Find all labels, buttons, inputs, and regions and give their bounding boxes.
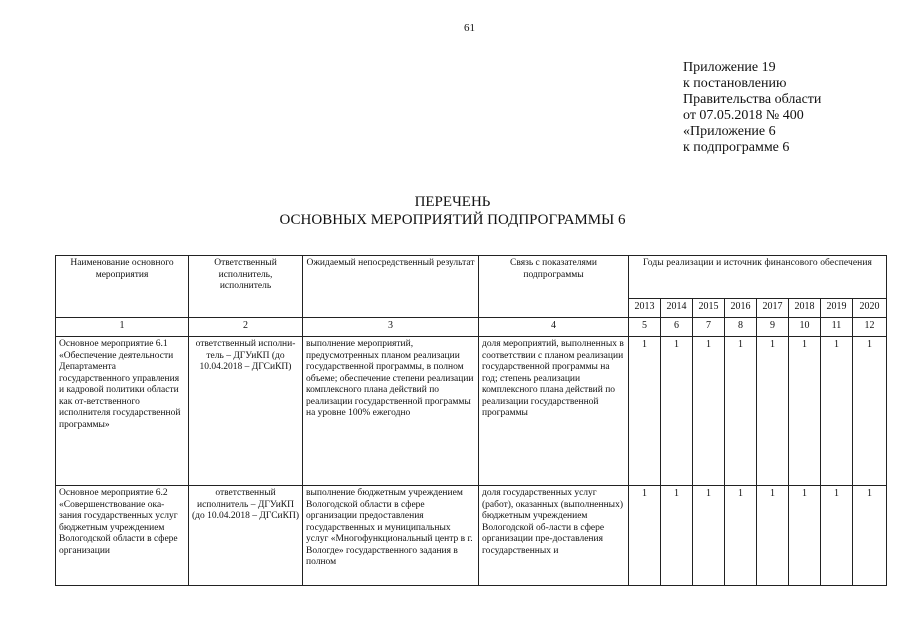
column-number: 12 [853,318,887,337]
header-measure-name: Наименование основного мероприятия [56,256,189,318]
year-header: 2017 [757,299,789,318]
document-title [0,193,905,229]
page-number: 61 [464,22,475,34]
column-number: 3 [303,318,479,337]
title-line-1: ПЕРЕЧЕНЬ [414,194,491,210]
appendix-line: к постановлению [683,76,787,91]
measure-name-cell: Основное мероприятие 6.2 «Совершенствование ока-зания государственных услуг бюджетным учреждением Вологодской области в сфере организации [56,486,189,586]
year-header: 2016 [725,299,757,318]
measure-name-cell: Основное мероприятие 6.1 «Обеспечение деятельности Департамента государственного управления и кадровой политики области как от-ветственного исполнителя государственной программы» [56,337,189,486]
column-number: 5 [629,318,661,337]
column-number: 9 [757,318,789,337]
appendix-line: Правительства области [683,92,822,107]
indicators-cell: доля государственных услуг (работ), оказанных (выполненных) бюджетным учреждением Вологодской об-ласти в сфере организации пре-доставления государственных и [479,486,629,586]
column-number: 10 [789,318,821,337]
executor-cell: ответственный исполнитель – ДГУиКП (до 10.04.2018 – ДГСиКП) [189,486,303,586]
year-value-cell: 1 [661,337,693,486]
column-number: 4 [479,318,629,337]
column-number: 7 [693,318,725,337]
year-header: 2015 [693,299,725,318]
table-row [56,337,887,486]
year-value-cell: 1 [661,486,693,586]
appendix-line: «Приложение 6 [683,124,776,139]
column-number: 2 [189,318,303,337]
year-value-cell: 1 [725,337,757,486]
result-cell: выполнение бюджетным учреждением Вологодской области в сфере организации предоставления государственных и муниципальных услуг «Многофункциональный центр в г. Вологде» государственного задания в полном [303,486,479,586]
year-value-cell: 1 [629,337,661,486]
year-value-cell: 1 [693,486,725,586]
year-value-cell: 1 [693,337,725,486]
year-value-cell: 1 [821,337,853,486]
year-header: 2014 [661,299,693,318]
title-line-2: ОСНОВНЫХ МЕРОПРИЯТИЙ ПОДПРОГРАММЫ 6 [279,212,626,228]
executor-cell: ответственный исполни-тель – ДГУиКП (до 10.04.2018 – ДГСиКП) [189,337,303,486]
appendix-line: к подпрограмме 6 [683,140,790,155]
column-number: 11 [821,318,853,337]
year-value-cell: 1 [789,486,821,586]
column-number: 1 [56,318,189,337]
year-value-cell: 1 [821,486,853,586]
year-header: 2018 [789,299,821,318]
result-cell: выполнение мероприятий, предусмотренных планом реализации государственной программы, в полном объеме; обеспечение степени реализации комплексного плана действий по реализации государственной программы на уровне 100% ежегодно [303,337,479,486]
appendix-line: Приложение 19 [683,60,776,75]
year-value-cell: 1 [853,337,887,486]
indicators-cell: доля мероприятий, выполненных в соответствии с планом реализации государственной программы на год; степень реализации комплексного плана действий по реализации государственной программы [479,337,629,486]
measures-table [55,255,887,586]
year-header: 2019 [821,299,853,318]
column-number: 8 [725,318,757,337]
year-header: 2013 [629,299,661,318]
table-row [56,486,887,586]
year-value-cell: 1 [853,486,887,586]
year-value-cell: 1 [725,486,757,586]
column-number: 6 [661,318,693,337]
header-years-group: Годы реализации и источник финансового обеспечения [629,256,887,299]
appendix-note [683,60,821,156]
year-value-cell: 1 [757,337,789,486]
header-indicators: Связь с показателями подпрограммы [479,256,629,318]
header-expected-result: Ожидаемый непосредственный результат [303,256,479,318]
year-value-cell: 1 [757,486,789,586]
header-executor: Ответственный исполнитель, исполнитель [189,256,303,318]
year-header: 2020 [853,299,887,318]
year-value-cell: 1 [789,337,821,486]
year-value-cell: 1 [629,486,661,586]
appendix-line: от 07.05.2018 № 400 [683,108,804,123]
